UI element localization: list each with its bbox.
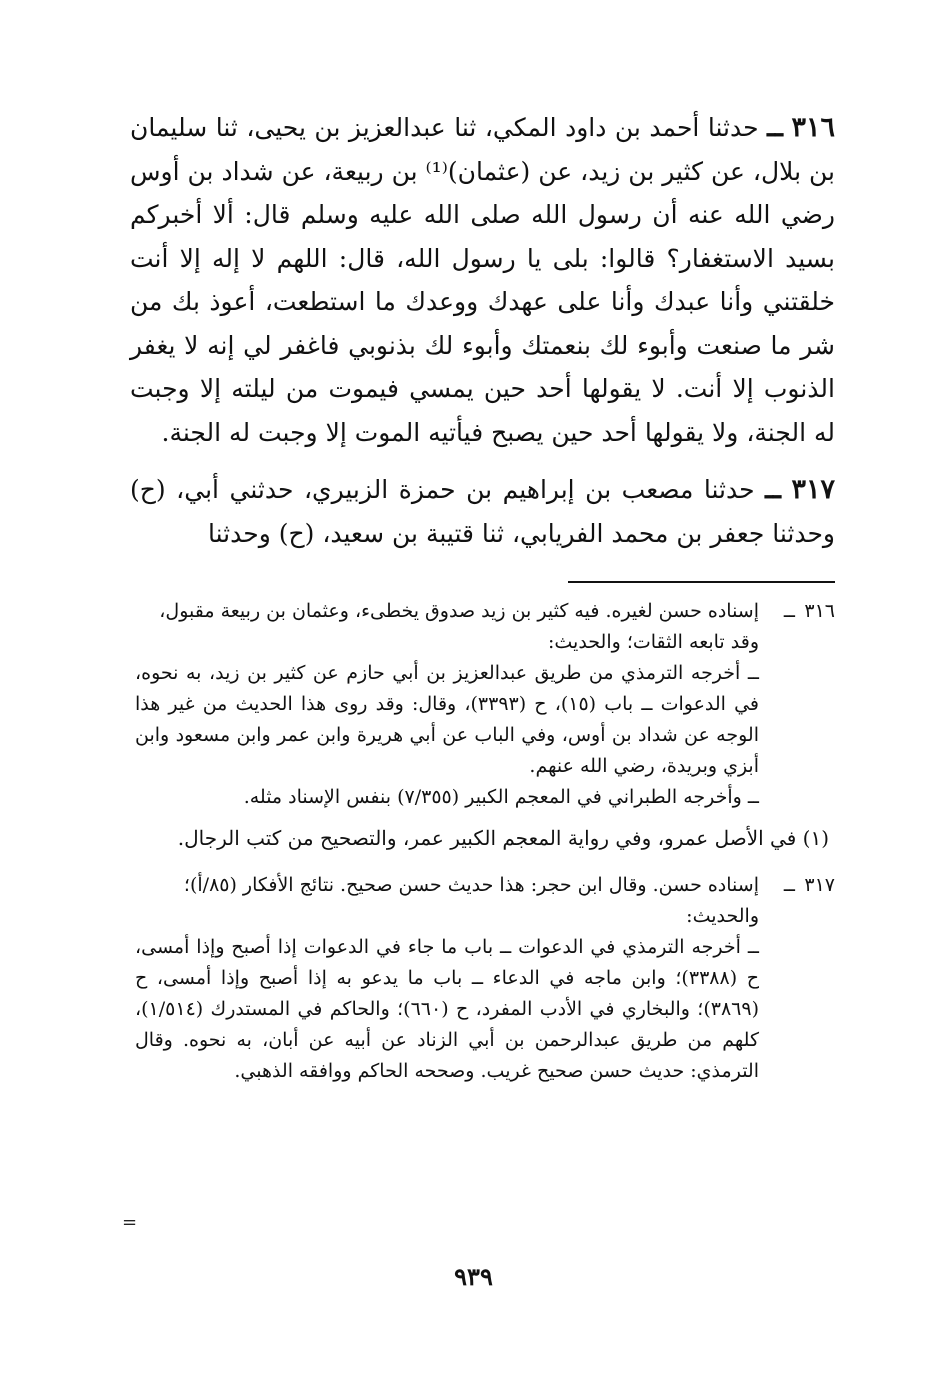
footnotes [135, 596, 835, 1097]
note-text: في الأصل عمرو، وفي رواية المعجم الكبير عمر، والتصحيح من كتب الرجال. [177, 826, 797, 850]
hadith-number: ٣١٦ [791, 112, 835, 143]
note-marker: (١) [802, 826, 829, 850]
continuation-mark: = [122, 1212, 138, 1233]
footnote-number: ٣١٧ [804, 874, 835, 896]
hadith-316 [130, 106, 835, 454]
footnote-divider [568, 581, 835, 583]
footnote-dash: ــ [783, 600, 795, 622]
footnote-text: إسناده حسن. وقال ابن حجر: هذا حديث حسن صحيح. نتائج الأفكار (٨٥/أ)؛ [183, 874, 759, 896]
footnote-first-line [135, 596, 835, 627]
hadith-text: حدثنا مصعب بن إبراهيم بن حمزة الزبيري، حدثني أبي، (ح) وحدثنا جعفر بن محمد الفريابي، ثنا قتيبة بن سعيد، (ح) وحدثنا [130, 475, 835, 548]
hadith-317 [130, 468, 835, 555]
footnote-line: وقد تابعه الثقات؛ والحديث: [547, 631, 759, 653]
footnote-note-1 [135, 823, 835, 854]
hadith-text: حدثنا أحمد بن داود المكي، ثنا عبدالعزيز بن يحيى، ثنا سليمان بن بلال، عن كثير بن زيد، عن (عثمان)⁽¹⁾ بن ربيعة، عن شداد بن أوس رضي الله عنه أن رسول الله صلى الله عليه وسلم قال: ألا أخبركم بسيد الاستغفار؟ قالوا: بلى يا رسول الله، قال: اللهم لا إله إلا أنت خلقتني وأنا عبدك وأنا على عهدك ووعدك ما استطعت، أعوذ بك من شر ما صنعت وأبوء لك بنعمتك وأبوء لك بذنوبي فاغفر لي إنه لا يغفر الذنوب إلا أنت. لا يقولها أحد حين يمسي فيموت من ليلته إلا وجبت له الجنة، ولا يقولها أحد حين يصبح فيأتيه الموت إلا وجبت له الجنة. [130, 113, 835, 447]
footnote-number: ٣١٦ [804, 600, 835, 622]
footnote-317 [135, 870, 835, 1087]
hadith-dash: ــ [765, 474, 781, 505]
footnote-paragraph: ــ أخرجه الترمذي من طريق عبدالعزيز بن أبي حازم عن كثير بن زيد، به نحوه، في الدعوات ــ باب (١٥)، ح (٣٣٩٣)، وقال: وقد روى هذا الحديث من غير هذا الوجه عن شداد بن أوس، وفي الباب عن أبي هريرة وابن عمر وابن مسعود وابن أبزي وبريدة، رضي الله عنهم. [135, 662, 759, 777]
footnote-line: والحديث: [686, 905, 759, 927]
footnote-dash: ــ [783, 874, 795, 896]
hadith-dash: ــ [767, 112, 783, 143]
page-number: ٩٣٩ [454, 1262, 493, 1291]
footnote-first-line [135, 870, 835, 901]
hadith-number: ٣١٧ [791, 474, 835, 505]
footnote-316 [135, 596, 835, 813]
main-text [130, 106, 835, 569]
footnote-paragraph: ــ وأخرجه الطبراني في المعجم الكبير (٧/٣٥٥) بنفس الإسناد مثله. [243, 786, 759, 808]
footnote-paragraph: ــ أخرجه الترمذي في الدعوات ــ باب ما جاء في الدعوات إذا أصبح وإذا أمسى، ح (٣٣٨٨)؛ وابن ماجه في الدعاء ــ باب ما يدعو به إذا أصبح وإذا أمسى، ح (٣٨٦٩)؛ والبخاري في الأدب المفرد، ح (٦٦٠)؛ والحاكم في المستدرك (١/٥١٤)، كلهم من طريق عبدالرحمن بن أبي الزناد عن أبيه عن أبان، به نحوه. وقال الترمذي: حديث حسن صحيح غريب. وصححه الحاكم ووافقه الذهبي. [135, 936, 760, 1082]
footnote-text: إسناده حسن لغيره. فيه كثير بن زيد صدوق يخطىء، وعثمان بن ربيعة مقبول، [159, 600, 759, 622]
